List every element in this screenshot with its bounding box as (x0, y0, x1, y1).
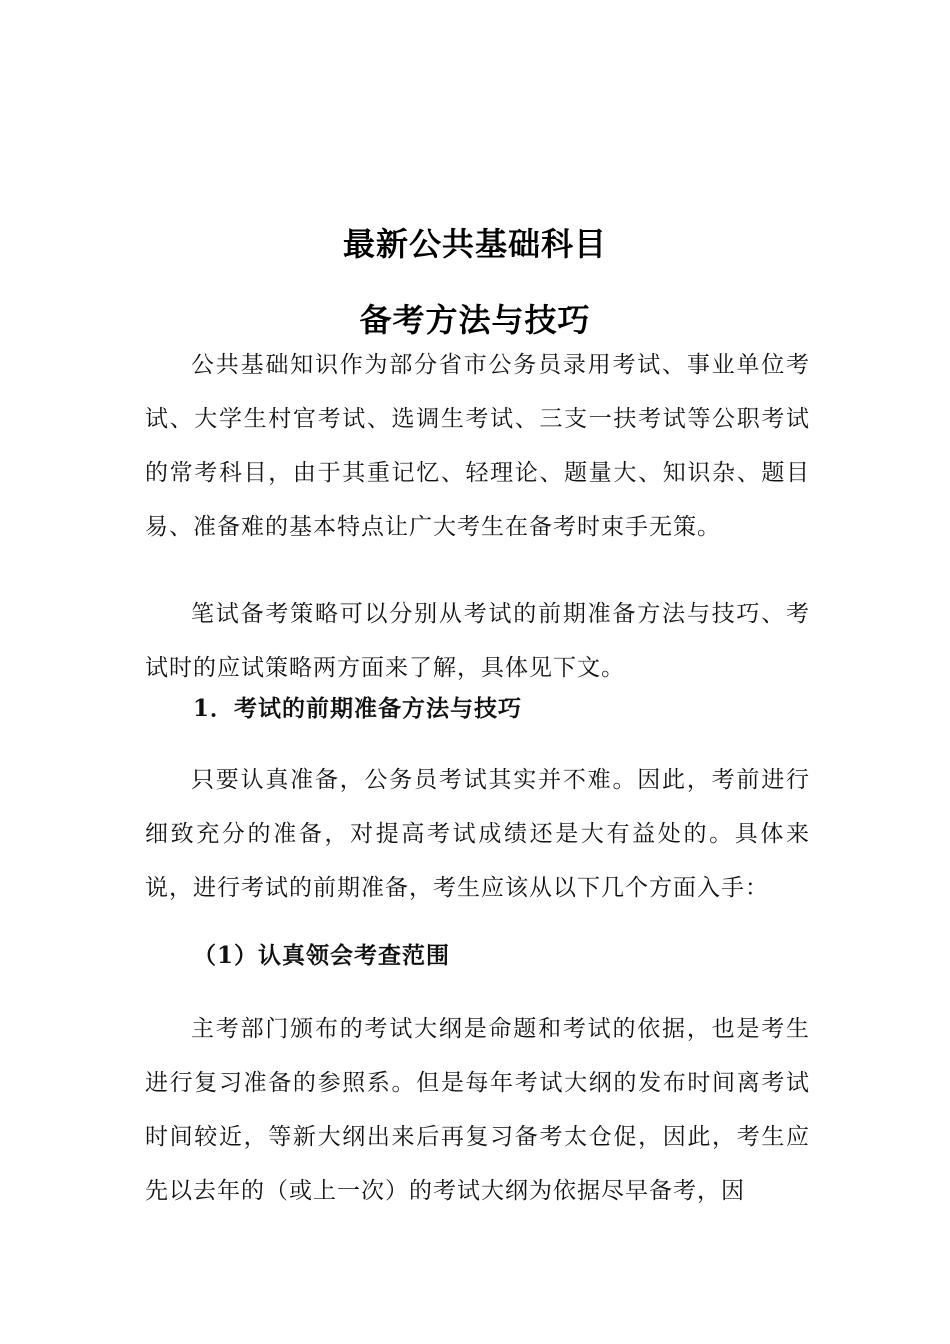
intro-paragraph: 公共基础知识作为部分省市公务员录用考试、事业单位考试、大学生村官考试、选调生考试、三支一扶考试等公职考试的常考科目，由于其重记忆、轻理论、题量大、知识杂、题目易、准备难的基本特点让广大考生在备考时束手无策。 (145, 352, 810, 540)
subsection-1-paragraph: 主考部门颁布的考试大纲是命题和考试的依据，也是考生进行复习准备的参照系。但是每年考试大纲的发布时间离考试时间较近，等新大纲出来后再复习备考太仓促，因此，考生应先以去年的（或上一次）的考试大纲为依据尽早备考，因 (145, 1016, 810, 1204)
document-title-line-1: 最新公共基础科目 (342, 225, 607, 264)
section-1-intro-paragraph: 只要认真准备，公务员考试其实并不难。因此，考前进行细致充分的准备，对提高考试成绩还是大有益处的。具体来说，进行考试的前期准备，考生应该从以下几个方面入手： (145, 767, 810, 901)
subsection-1-heading: （1）认真领会考查范围 (193, 942, 451, 969)
section-1-heading: 1．考试的前期准备方法与技巧 (193, 695, 523, 722)
document-title-line-2: 备考方法与技巧 (359, 301, 591, 340)
strategy-paragraph: 笔试备考策略可以分别从考试的前期准备方法与技巧、考试时的应试策略两方面来了解，具体见下文。 (145, 601, 810, 681)
